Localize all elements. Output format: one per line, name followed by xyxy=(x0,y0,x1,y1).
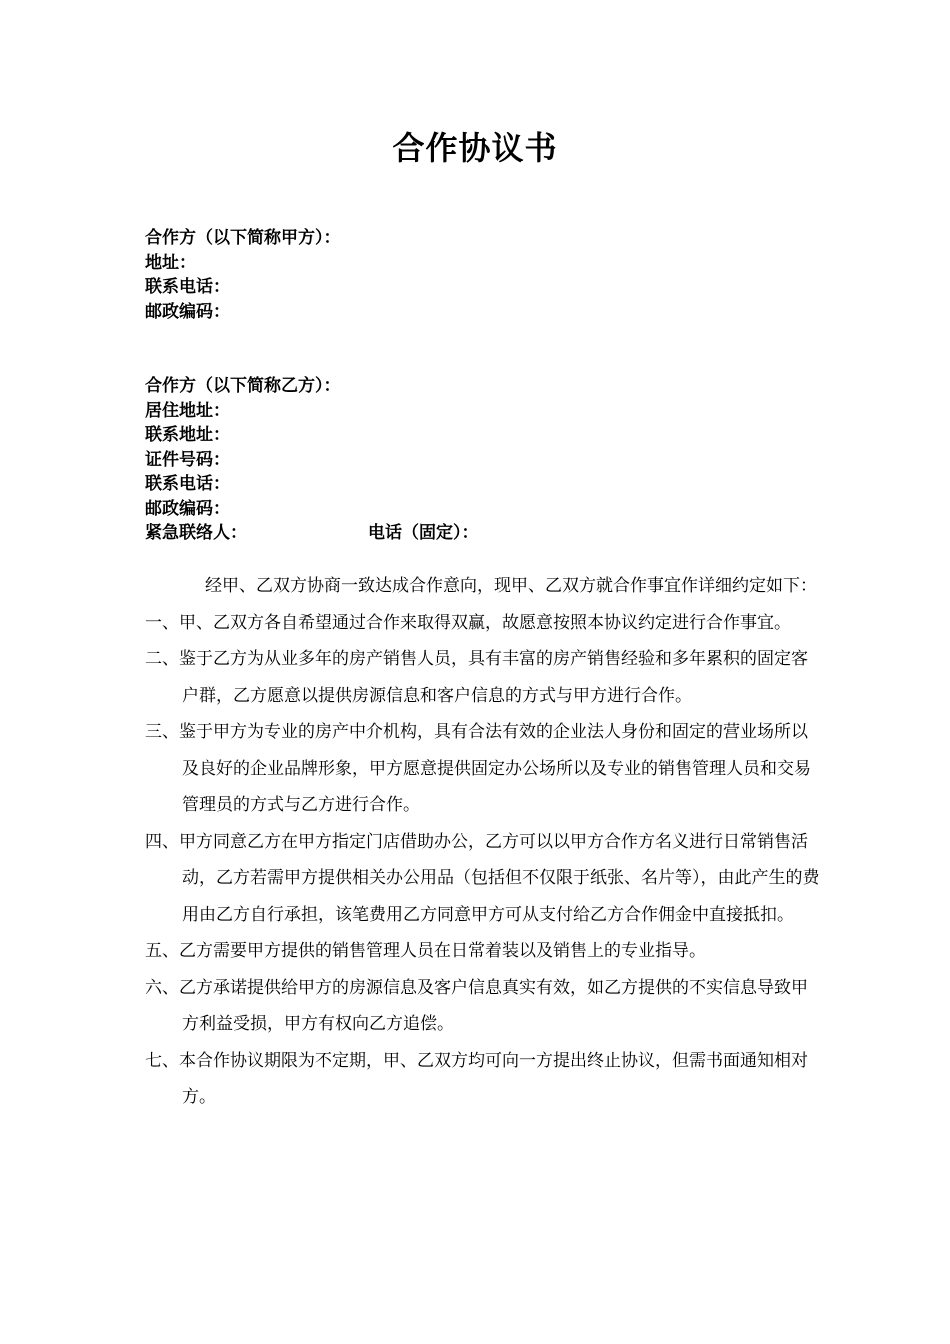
clause-5: 五、乙方需要甲方提供的销售管理人员在日常着装以及销售上的专业指导。 xyxy=(145,941,706,961)
document-title: 合作协议书 xyxy=(392,129,558,167)
party-b-phone-line: 联系电话： xyxy=(145,474,230,494)
emergency-contact-label: 紧急联络人： xyxy=(145,523,247,543)
intro-paragraph: 经甲、乙双方协商一致达成合作意向，现甲、乙双方就合作事宜作详细约定如下： xyxy=(205,576,817,596)
party-a-info xyxy=(145,226,341,324)
clause-3: 三、鉴于甲方为专业的房产中介机构，具有合法有效的企业法人身份和固定的营业场所以及良好的企业品牌形象，甲方愿意提供固定办公场所以及专业的销售管理人员和交易管理员的方式与乙方进行合作。 xyxy=(145,722,811,815)
party-b-id-number-line: 证件号码： xyxy=(145,449,230,470)
party-b-postcode-line: 邮政编码： xyxy=(145,498,230,519)
clause-7: 七、本合作协议期限为不定期，甲、乙双方均可向一方提出终止协议，但需书面通知相对方。 xyxy=(145,1050,808,1107)
party-a-postcode-line: 邮政编码： xyxy=(145,301,230,322)
clause-1: 一、甲、乙双方各自希望通过合作来取得双赢，故愿意按照本协议约定进行合作事宜。 xyxy=(145,612,791,633)
agreement-body xyxy=(145,568,821,1116)
party-b-name-line: 合作方（以下简称乙方）： xyxy=(145,376,341,396)
party-a-name-line: 合作方（以下简称甲方）： xyxy=(145,228,341,248)
party-a-address-line: 地址： xyxy=(145,252,196,273)
phone-fixed-label: 电话（固定）： xyxy=(368,523,479,543)
party-b-info xyxy=(145,374,479,546)
party-a-phone-line: 联系电话： xyxy=(145,277,230,297)
clause-6: 六、乙方承诺提供给甲方的房源信息及客户信息真实有效，如乙方提供的不实信息导致甲方利益受损，甲方有权向乙方追偿。 xyxy=(145,977,808,1034)
party-b-emergency-line xyxy=(145,521,479,546)
clause-4: 四、甲方同意乙方在甲方指定门店借助办公，乙方可以以甲方合作方名义进行日常销售活动，乙方若需甲方提供相关办公用品（包括但不仅限于纸张、名片等），由此产生的费用由乙方自行承担，该笔费用乙方同意甲方可从支付给乙方合作佣金中直接抵扣。 xyxy=(145,831,820,925)
party-b-residence-line: 居住地址： xyxy=(145,400,230,421)
clause-2: 二、鉴于乙方为从业多年的房产销售人员，具有丰富的房产销售经验和多年累积的固定客户群，乙方愿意以提供房源信息和客户信息的方式与甲方进行合作。 xyxy=(145,649,808,706)
party-b-contact-address-line: 联系地址： xyxy=(145,425,230,445)
